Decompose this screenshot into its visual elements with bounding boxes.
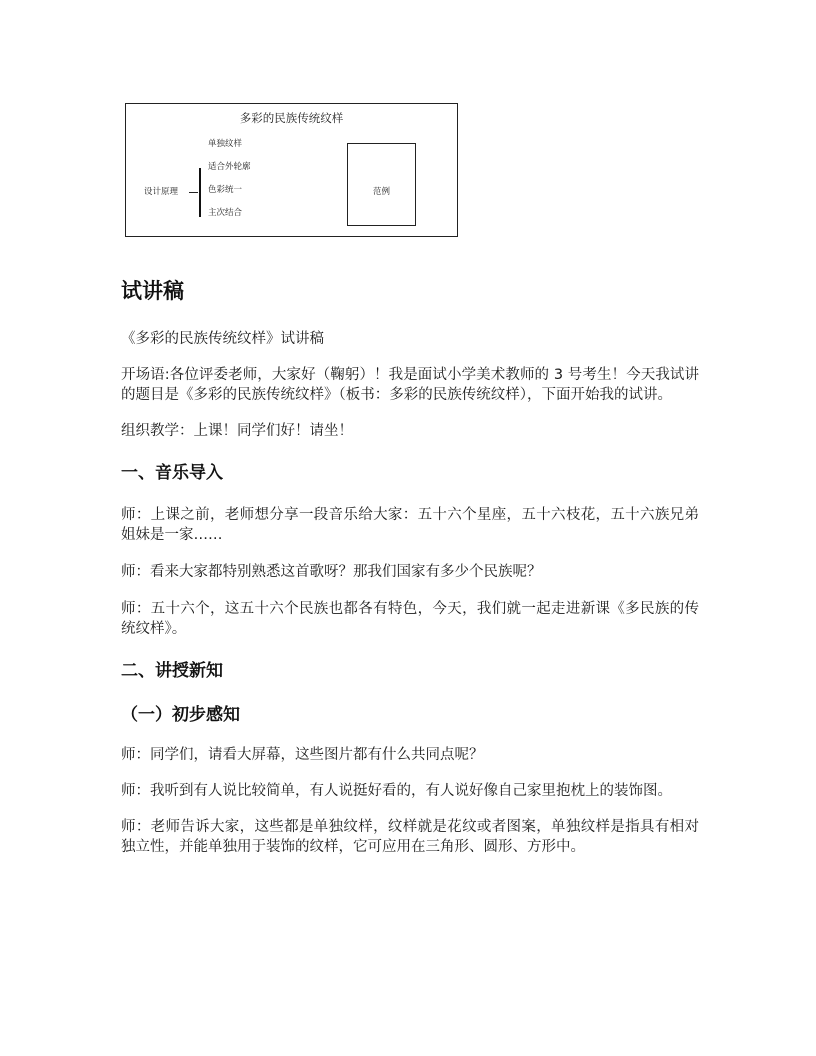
example-box-label: 范例 <box>372 187 390 197</box>
paragraph: 师：五十六个，这五十六个民族也都各有特色，今天，我们就一起走进新课《多民族的传统纹样》。 <box>121 601 699 637</box>
opening-paragraph: 开场语:各位评委老师，大家好（鞠躬）！我是面试小学美术教师的 3 号考生！今天我试讲的题目是《多彩的民族传统纹样》（板书：多彩的民族传统纹样），下面开始我的试讲。 <box>121 367 699 403</box>
section-heading: 一、音乐导入 <box>121 463 223 483</box>
paragraph: 师：同学们，请看大屏幕，这些图片都有什么共同点呢？ <box>121 747 484 763</box>
board-title: 多彩的民族传统纹样 <box>239 111 344 125</box>
board-bracket-bar <box>199 168 201 217</box>
board-connector-line <box>189 192 198 193</box>
blackboard-diagram <box>125 103 458 237</box>
board-item: 色彩统一 <box>208 185 243 195</box>
paragraph: 师：看来大家都特别熟悉这首歌呀？那我们国家有多少个民族呢？ <box>121 564 542 580</box>
board-left-label: 设计原理 <box>144 187 179 197</box>
organize-paragraph: 组织教学：上课！同学们好！请坐！ <box>121 423 353 439</box>
paragraph: 师：上课之前，老师想分享一段音乐给大家：五十六个星座，五十六枝花，五十六族兄弟姐妹是一家…… <box>121 507 699 543</box>
paragraph: 师：老师告诉大家，这些都是单独纹样，纹样就是花纹或者图案，单独纹样是指具有相对独立性，并能单独用于装饰的纹样，它可应用在三角形、圆形、方形中。 <box>121 819 699 855</box>
paragraph: 师：我听到有人说比较简单，有人说挺好看的，有人说好像自己家里抱枕上的装饰图。 <box>121 783 672 799</box>
section-heading: 二、讲授新知 <box>121 661 223 681</box>
example-box <box>347 143 416 226</box>
document-subtitle: 《多彩的民族传统纹样》试讲稿 <box>121 331 324 347</box>
board-item: 单独纹样 <box>208 139 243 149</box>
board-item: 适合外轮廓 <box>208 162 251 172</box>
document-body <box>121 276 699 857</box>
board-item: 主次结合 <box>208 208 243 218</box>
document-title: 试讲稿 <box>121 279 184 303</box>
board-item-list <box>208 138 251 230</box>
subsection-heading: （一）初步感知 <box>121 705 240 725</box>
